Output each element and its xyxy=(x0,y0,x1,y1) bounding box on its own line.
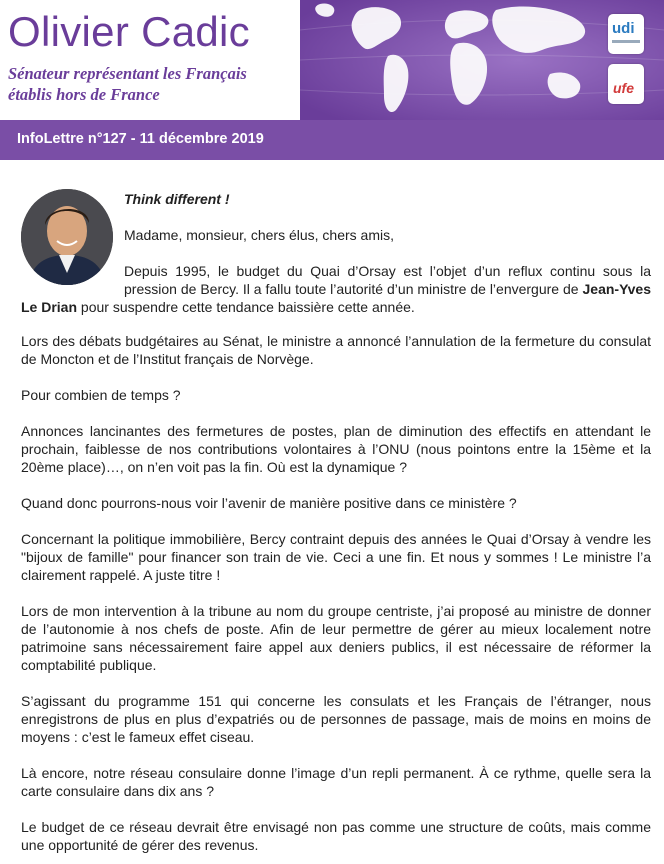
paragraph-9: Là encore, notre réseau consulaire donne l’image d’un repli permanent. À ce rythme, quelle sera la carte consulaire dans dix ans ? xyxy=(21,765,651,799)
udi-logo-underline xyxy=(612,40,640,43)
author-name: Olivier Cadic xyxy=(8,8,250,55)
paragraph-10: Le budget de ce réseau devrait être envisagé non pas comme une structure de coûts, mais comme une opportunité de gérer des revenus. xyxy=(21,819,651,853)
paragraph-8: S’agissant du programme 151 qui concerne les consulats et les Français de l’étranger, nous enregistrons de plus en plus d’expatriés ou de personnes de passage, mais de moins en moins de moyens : c’est le fameux effet ciseau. xyxy=(21,693,651,745)
paragraph-4: Annonces lancinantes des fermetures de postes, plan de diminution des effectifs en attendant le prochain, faiblesse de nos contributions volontaires à l’ONU (nous pointons entre la 15ème et la 20ème place)…, on n’en voit pas la fin. Où est la dynamique ? xyxy=(21,423,651,475)
paragraph-5: Quand donc pourrons-nous voir l’avenir de manière positive dans ce ministère ? xyxy=(21,495,517,511)
newsletter-issue-title: InfoLettre n°127 - 11 décembre 2019 xyxy=(17,131,264,147)
newsletter-header xyxy=(0,0,664,120)
udi-logo-text: udi xyxy=(612,20,635,37)
ufe-logo-text: ufe xyxy=(613,80,634,96)
author-title xyxy=(8,63,308,105)
paragraph-6: Concernant la politique immobilière, Bercy contraint depuis des années le Quai d’Orsay à vendre les "bijoux de famille" pour financer son train de vie. Ceci a une fin. Et nous y sommes ! Le ministre l’a clairement rappelé. A juste titre ! xyxy=(21,531,651,583)
paragraph-3: Pour combien de temps ? xyxy=(21,387,181,403)
photo-float-spacer xyxy=(21,262,124,298)
article-greeting: Madame, monsieur, chers élus, chers amis, xyxy=(124,227,394,243)
newsletter-banner xyxy=(0,120,664,160)
author-title-line-2: établis hors de France xyxy=(8,85,160,104)
paragraph-1-name: Jean-Yves Le Drian xyxy=(21,281,651,315)
article-heading: Think different ! xyxy=(124,191,230,207)
author-title-line-1: Sénateur représentant les Français xyxy=(8,64,247,83)
paragraph-1-start: Depuis 1995, le budget du Quai d’Orsay est l’objet d’un reflux continu sous la pression de Bercy. Il a fallu toute l’autorité d’un ministre de l’envergure de xyxy=(124,263,651,297)
paragraph-1-end: pour suspendre cette tendance baissière cette année. xyxy=(77,299,415,315)
paragraph-7: Lors de mon intervention à la tribune au nom du groupe centriste, j’ai proposé au ministre de donner de l’autonomie à nos chefs de poste. Afin de leur permettre de gérer au mieux localement notre patrimoine sans nécessairement faire appel aux deniers publics, il est nécessaire de réformer la comptabilité publique. xyxy=(21,603,651,673)
udi-logo[interactable] xyxy=(608,14,644,54)
paragraph-2: Lors des débats budgétaires au Sénat, le ministre a annoncé l’annulation de la fermeture du consulat de Moncton et de l’Institut français de Norvège. xyxy=(21,333,651,367)
paragraph-1-wrapper xyxy=(21,262,651,322)
ufe-logo[interactable] xyxy=(608,64,644,104)
